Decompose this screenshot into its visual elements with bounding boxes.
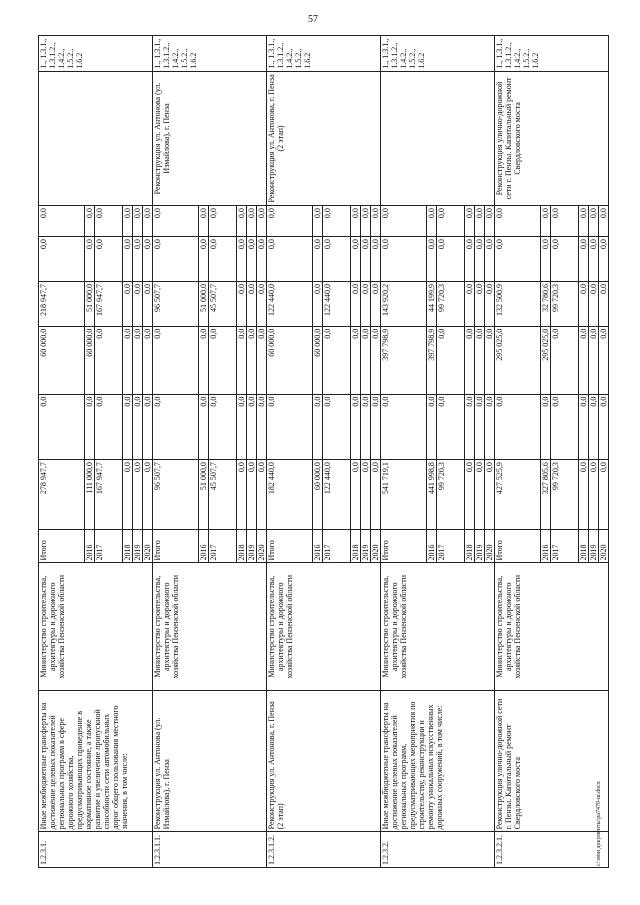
year-cell: 2017 [209,530,237,563]
value-regional: 0,0 [323,326,351,394]
value-local: 0,0 [465,281,475,326]
year-cell: 2019 [247,530,257,563]
block-total-row [267,36,313,868]
item-code: 1.2.3.2. [381,832,495,868]
value-total: 0,0 [133,460,143,530]
value-local: 0,0 [143,281,153,326]
value-local: 0,0 [351,281,361,326]
value-regional: 0,0 [371,326,381,394]
value-total: 0,0 [237,460,247,530]
item-object: Реконструкция ул. Антонова (ул. Измайлова), г. Пенза [153,71,267,205]
value-local: 99 720,3 [437,281,465,326]
value-federal: 0,0 [85,394,95,460]
value-extra: 0,0 [267,206,313,237]
value-federal: 0,0 [541,394,551,460]
value-local: 143 920,2 [381,281,427,326]
block-total-row [495,36,541,868]
year-cell: 2020 [599,530,609,563]
value-other: 0,0 [199,237,209,282]
value-extra: 0,0 [465,206,475,237]
year-cell: 2016 [85,530,95,563]
value-extra: 0,0 [247,206,257,237]
value-regional: 295 025,0 [541,326,551,394]
value-total: 122 440,0 [323,460,351,530]
value-federal: 0,0 [257,394,267,460]
year-cell: 2016 [427,530,437,563]
value-other: 0,0 [371,237,381,282]
value-extra: 0,0 [589,206,599,237]
value-total: 51 000,0 [199,460,209,530]
value-other: 0,0 [313,237,323,282]
value-federal: 0,0 [427,394,437,460]
value-other: 0,0 [39,237,85,282]
year-cell: 2017 [323,530,351,563]
value-local: 0,0 [361,281,371,326]
value-federal: 0,0 [551,394,579,460]
value-other: 0,0 [247,237,257,282]
value-extra: 0,0 [427,206,437,237]
value-other: 0,0 [267,237,313,282]
value-extra: 0,0 [361,206,371,237]
value-total: 541 719,1 [381,460,427,530]
value-local: 167 947,7 [95,281,123,326]
year-cell: 2018 [579,530,589,563]
value-other: 0,0 [437,237,465,282]
value-regional: 60 000,0 [85,326,95,394]
value-regional: 0,0 [209,326,237,394]
value-total: 0,0 [465,460,475,530]
value-local: 122 440,0 [267,281,313,326]
value-regional: 0,0 [133,326,143,394]
value-local: 0,0 [579,281,589,326]
item-name: Реконструкция ул. Антонова (ул. Измайлова), г. Пенза [153,691,267,832]
value-regional: 0,0 [485,326,495,394]
block-total-row [381,36,427,868]
footer-file-path: c:\мои документы\ра7470-ш.docx [596,781,602,866]
value-local: 0,0 [133,281,143,326]
value-federal: 0,0 [495,394,541,460]
year-cell: 2020 [143,530,153,563]
year-cell: 2017 [95,530,123,563]
item-refs: 1., 1.3.1., 1.3.1.2., 1.4.2., 1.5.2., 1.6.2 [267,36,381,72]
item-executor: Министерство строительства, архитектуры и дорожного хозяйства Пензенской области [267,563,381,691]
value-regional: 0,0 [579,326,589,394]
value-total: 99 720,3 [437,460,465,530]
value-local: 51 000,0 [85,281,95,326]
value-total: 96 507,7 [153,460,199,530]
year-cell: 2020 [257,530,267,563]
value-regional: 397 798,9 [381,326,427,394]
value-local: 45 507,7 [209,281,237,326]
value-local: 0,0 [123,281,133,326]
value-other: 0,0 [351,237,361,282]
value-regional: 295 025,0 [495,326,541,394]
value-other: 0,0 [95,237,123,282]
value-extra: 0,0 [313,206,323,237]
program-table [38,35,609,868]
value-total: 60 000,0 [313,460,323,530]
value-federal: 0,0 [485,394,495,460]
value-extra: 0,0 [123,206,133,237]
value-extra: 0,0 [371,206,381,237]
value-federal: 0,0 [381,394,427,460]
value-extra: 0,0 [381,206,427,237]
value-federal: 0,0 [95,394,123,460]
value-other: 0,0 [495,237,541,282]
item-refs: 1., 1.3.1., 1.3.1.2., 1.4.2., 1.5.2., 1.6.2 [495,36,609,72]
value-federal: 0,0 [39,394,85,460]
value-other: 0,0 [143,237,153,282]
value-regional: 0,0 [589,326,599,394]
item-refs: 1., 1.3.1., 1.3.1.2., 1.4.2., 1.5.2., 1.6.2 [153,36,267,72]
value-extra: 0,0 [133,206,143,237]
value-total: 0,0 [371,460,381,530]
value-extra: 0,0 [85,206,95,237]
value-regional: 0,0 [257,326,267,394]
value-federal: 0,0 [579,394,589,460]
item-object: Реконструкция ул. Антонова, г. Пенза (2 этап) [267,71,381,205]
value-other: 0,0 [485,237,495,282]
value-extra: 0,0 [257,206,267,237]
value-regional: 0,0 [123,326,133,394]
value-total: 0,0 [123,460,133,530]
value-extra: 0,0 [541,206,551,237]
value-local: 0,0 [485,281,495,326]
item-name: Иные межбюджетные трансферты на достижение целевых показателей региональных программ в сфере дорожного хозяйства, предусматривающих приведение в нормативное состояние, а также развитие и увеличение пропускной способности сети автомобильных дорог общего пользования местного значения, в том числе: [39,691,153,832]
item-executor: Министерство строительства, архитектуры и дорожного хозяйства Пензенской области [153,563,267,691]
value-federal: 0,0 [153,394,199,460]
value-total: 427 525,9 [495,460,541,530]
value-extra: 0,0 [485,206,495,237]
value-local: 0,0 [599,281,609,326]
value-total: 45 507,7 [209,460,237,530]
page-number: 57 [308,14,318,25]
program-table-body [39,36,609,868]
value-other: 0,0 [589,237,599,282]
year-cell: 2016 [541,530,551,563]
value-regional: 397 798,9 [427,326,437,394]
year-cell: 2018 [465,530,475,563]
value-total: 0,0 [143,460,153,530]
year-cell: 2018 [351,530,361,563]
value-regional: 0,0 [237,326,247,394]
year-cell: 2016 [199,530,209,563]
value-extra: 0,0 [199,206,209,237]
year-cell: 2020 [485,530,495,563]
value-regional: 0,0 [351,326,361,394]
value-local: 0,0 [257,281,267,326]
value-regional: 60 000,0 [313,326,323,394]
value-other: 0,0 [551,237,579,282]
year-cell: Итого [495,530,541,563]
value-total: 182 440,0 [267,460,313,530]
block-total-row [39,36,85,868]
value-local: 0,0 [237,281,247,326]
value-federal: 0,0 [143,394,153,460]
year-cell: 2019 [475,530,485,563]
value-federal: 0,0 [237,394,247,460]
value-regional: 0,0 [361,326,371,394]
value-federal: 0,0 [437,394,465,460]
year-cell: 2018 [237,530,247,563]
value-federal: 0,0 [247,394,257,460]
value-federal: 0,0 [475,394,485,460]
value-local: 132 500,9 [495,281,541,326]
value-federal: 0,0 [351,394,361,460]
value-total: 278 947,7 [39,460,85,530]
value-federal: 0,0 [133,394,143,460]
year-cell: 2018 [123,530,133,563]
item-refs: 1., 1.3.1., 1.3.1.2., 1.4.2., 1.5.2., 1.6.2 [39,36,153,72]
value-extra: 0,0 [237,206,247,237]
value-federal: 0,0 [123,394,133,460]
value-regional: 0,0 [551,326,579,394]
value-extra: 0,0 [323,206,351,237]
value-local: 0,0 [313,281,323,326]
value-federal: 0,0 [371,394,381,460]
value-extra: 0,0 [95,206,123,237]
item-name: Реконструкция ул. Антонова, г. Пенза (2 этап) [267,691,381,832]
value-federal: 0,0 [465,394,475,460]
value-extra: 0,0 [475,206,485,237]
value-other: 0,0 [123,237,133,282]
value-total: 0,0 [361,460,371,530]
value-local: 44 199,9 [427,281,437,326]
item-object: Реконструкция улично-дорожной сети г. Пензы. Капитальный ремонт Свердловского моста [495,71,609,205]
value-regional: 0,0 [143,326,153,394]
value-extra: 0,0 [39,206,85,237]
value-federal: 0,0 [209,394,237,460]
value-local: 32 780,6 [541,281,551,326]
value-local: 51 000,0 [199,281,209,326]
value-extra: 0,0 [495,206,541,237]
item-object [39,71,153,205]
value-local: 96 507,7 [153,281,199,326]
value-local: 99 720,3 [551,281,579,326]
value-other: 0,0 [85,237,95,282]
value-other: 0,0 [465,237,475,282]
year-cell: 2020 [371,530,381,563]
value-other: 0,0 [579,237,589,282]
value-federal: 0,0 [323,394,351,460]
year-cell: Итого [267,530,313,563]
year-cell: Итого [153,530,199,563]
value-regional: 0,0 [475,326,485,394]
item-object [381,71,495,205]
value-federal: 0,0 [599,394,609,460]
value-other: 0,0 [133,237,143,282]
value-regional: 0,0 [153,326,199,394]
item-name: Иные межбюджетные трансферты на достижение целевых показателей региональных программ, предусматривающих мероприятия по строительству, реконструкции и ремонту уникальных искусственных дорожных сооружений, в том числе: [381,691,495,832]
value-local: 0,0 [475,281,485,326]
year-cell: Итого [39,530,85,563]
value-total: 0,0 [351,460,361,530]
item-executor: Министерство строительства, архитектуры и дорожного хозяйства Пензенской области [39,563,153,691]
year-cell: 2019 [133,530,143,563]
value-regional: 0,0 [247,326,257,394]
value-total: 99 720,3 [551,460,579,530]
year-cell: 2019 [361,530,371,563]
year-cell: Итого [381,530,427,563]
item-refs: 1., 1.3.1., 1.3.1.2., 1.4.2., 1.5.2., 1.6.2 [381,36,495,72]
value-total: 0,0 [247,460,257,530]
value-other: 0,0 [427,237,437,282]
value-extra: 0,0 [153,206,199,237]
value-extra: 0,0 [209,206,237,237]
value-regional: 0,0 [465,326,475,394]
year-cell: 2017 [551,530,579,563]
value-extra: 0,0 [579,206,589,237]
year-cell: 2017 [437,530,465,563]
item-executor: Министерство строительства, архитектуры и дорожного хозяйства Пензенской области [495,563,609,691]
value-total: 0,0 [599,460,609,530]
value-total: 0,0 [475,460,485,530]
value-extra: 0,0 [599,206,609,237]
value-local: 0,0 [247,281,257,326]
value-other: 0,0 [475,237,485,282]
value-local: 218 947,7 [39,281,85,326]
block-total-row [153,36,199,868]
value-extra: 0,0 [437,206,465,237]
value-local: 122 440,0 [323,281,351,326]
value-federal: 0,0 [361,394,371,460]
value-total: 167 947,7 [95,460,123,530]
value-total: 111 000,0 [85,460,95,530]
value-regional: 0,0 [599,326,609,394]
year-cell: 2016 [313,530,323,563]
value-regional: 0,0 [437,326,465,394]
value-federal: 0,0 [267,394,313,460]
value-other: 0,0 [599,237,609,282]
value-total: 441 998,8 [427,460,437,530]
item-code: 1.2.3.1.2. [267,832,381,868]
value-federal: 0,0 [199,394,209,460]
value-extra: 0,0 [143,206,153,237]
value-regional: 60 000,0 [267,326,313,394]
value-other: 0,0 [541,237,551,282]
value-regional: 0,0 [95,326,123,394]
value-extra: 0,0 [351,206,361,237]
item-code: 1.2.3.1.1. [153,832,267,868]
item-code: 1.2.3.1. [39,832,153,868]
rotated-table-wrapper [38,35,608,868]
value-other: 0,0 [381,237,427,282]
value-local: 0,0 [589,281,599,326]
value-total: 0,0 [589,460,599,530]
value-regional: 0,0 [199,326,209,394]
value-other: 0,0 [209,237,237,282]
value-other: 0,0 [361,237,371,282]
value-total: 0,0 [579,460,589,530]
item-name: Реконструкция улично-дорожной сети г. Пензы. Капитальный ремонт Свердловского моста [495,691,609,832]
year-cell: 2019 [589,530,599,563]
value-other: 0,0 [237,237,247,282]
value-other: 0,0 [153,237,199,282]
value-other: 0,0 [257,237,267,282]
value-total: 0,0 [257,460,267,530]
value-regional: 60 000,0 [39,326,85,394]
value-other: 0,0 [323,237,351,282]
value-federal: 0,0 [589,394,599,460]
item-code: 1.2.3.2.1. [495,832,609,868]
item-executor: Министерство строительства, архитектуры и дорожного хозяйства Пензенской области [381,563,495,691]
value-local: 0,0 [371,281,381,326]
value-total: 0,0 [485,460,495,530]
value-federal: 0,0 [313,394,323,460]
value-total: 327 805,6 [541,460,551,530]
value-extra: 0,0 [551,206,579,237]
